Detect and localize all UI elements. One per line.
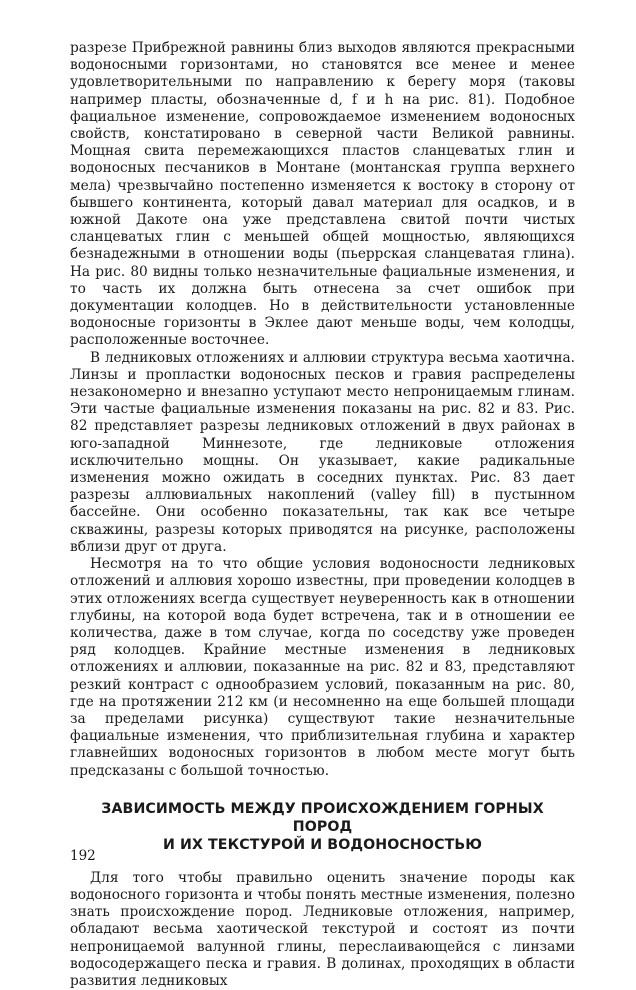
page-number: 192 <box>70 848 96 864</box>
paragraph-well-uncertainty: Несмотря на то что общие условия водоносности ледниковых отложений и аллювия хорошо известны, при проведении колодцев в этих отложениях всегда существует неуверенность как в отношении глубины, на которой вода будет встречена, так и в отношении ее количества, даже в том случае, когда по соседству уже проведен ряд колодцев. Крайние местные изменения в ледниковых отложениях и аллювии, показанные на рис. 82 и 83, представляют резкий контраст с однообразием условий, показанным на рис. 80, где на протяжении 212 км (и несомненно на еще большей площади за пределами рисунка) существуют такие незначительные фациальные изменения, что приблизительная глубина и характер главнейших водоносных горизонтов в любом месте могут быть предсказаны с большой точностью. <box>70 556 575 779</box>
page-body <box>70 40 575 990</box>
paragraph-coastal-plain: разрезе Прибрежной равнины близ выходов являются прекрасными водоносными горизонтами, но становятся все менее и менее удовлетворительными по направлению к берегу моря (таковы например пласты, обозначенные d, f и h на рис. 81). Подобное фациальное изменение, сопровождаемое изменением водоносных свойств, констатировано в северной части Великой равнины. Мощная свита перемежающихся пластов сланцеватых глин и водоносных песчаников в Монтане (монтанская группа верхнего мела) чрезвычайно постепенно изменяется к востоку в сторону от бывшего континента, который давал материал для осадков, и в южной Дакоте она уже представлена свитой почти чистых сланцеватых глин с меньшей общей мощностью, являющихся безнадежными в отношении воды (пьеррская сланцеватая глина). На рис. 80 видны только незначительные фациальные изменения, и то часть их должна быть отнесена за счет ошибок при документации колодцев. Но в действительности установленные водоносные горизонты в Эклее дают меньше воды, чем колодцы, расположенные восточнее. <box>70 40 575 349</box>
paragraph-glacial-deposits: В ледниковых отложениях и аллювии структура весьма хаотична. Линзы и пропластки водоносных песков и гравия распределены незакономерно и внезапно уступают место непроницаемым глинам. Эти частые фациальные изменения показаны на рис. 82 и 83. Рис. 82 представляет разрезы ледниковых отложений в двух районах в юго-западной Миннезоте, где ледниковые отложения исключительно мощны. Он указывает, какие радикальные изменения можно ожидать в соседних пунктах. Рис. 83 дает разрезы аллювиальных накоплений (valley fill) в пустынном бассейне. Они особенно показательны, так как все четыре скважины, разрезы которых приводятся на рисунке, расположены вблизи друг от друга. <box>70 349 575 555</box>
section-heading-line-2: И ИХ ТЕКСТУРОЙ И ВОДОНОСНОСТЬЮ <box>162 836 483 853</box>
section-heading-line-1: ЗАВИСИМОСТЬ МЕЖДУ ПРОИСХОЖДЕНИЕМ ГОРНЫХ ПОРОД <box>101 800 544 835</box>
paragraph-rock-origin: Для того чтобы правильно оценить значение породы как водоносного горизонта и чтобы понять местные изменения, полезно знать происхождение пород. Ледниковые отложения, например, обладают весьма хаотической текстурой и состоят из почти непроницаемой валунной глины, переслаивающейся с линзами водосодержащего песка и гравия. В долинах, проходящих в области развития ледниковых <box>70 869 575 989</box>
section-heading <box>70 800 575 854</box>
